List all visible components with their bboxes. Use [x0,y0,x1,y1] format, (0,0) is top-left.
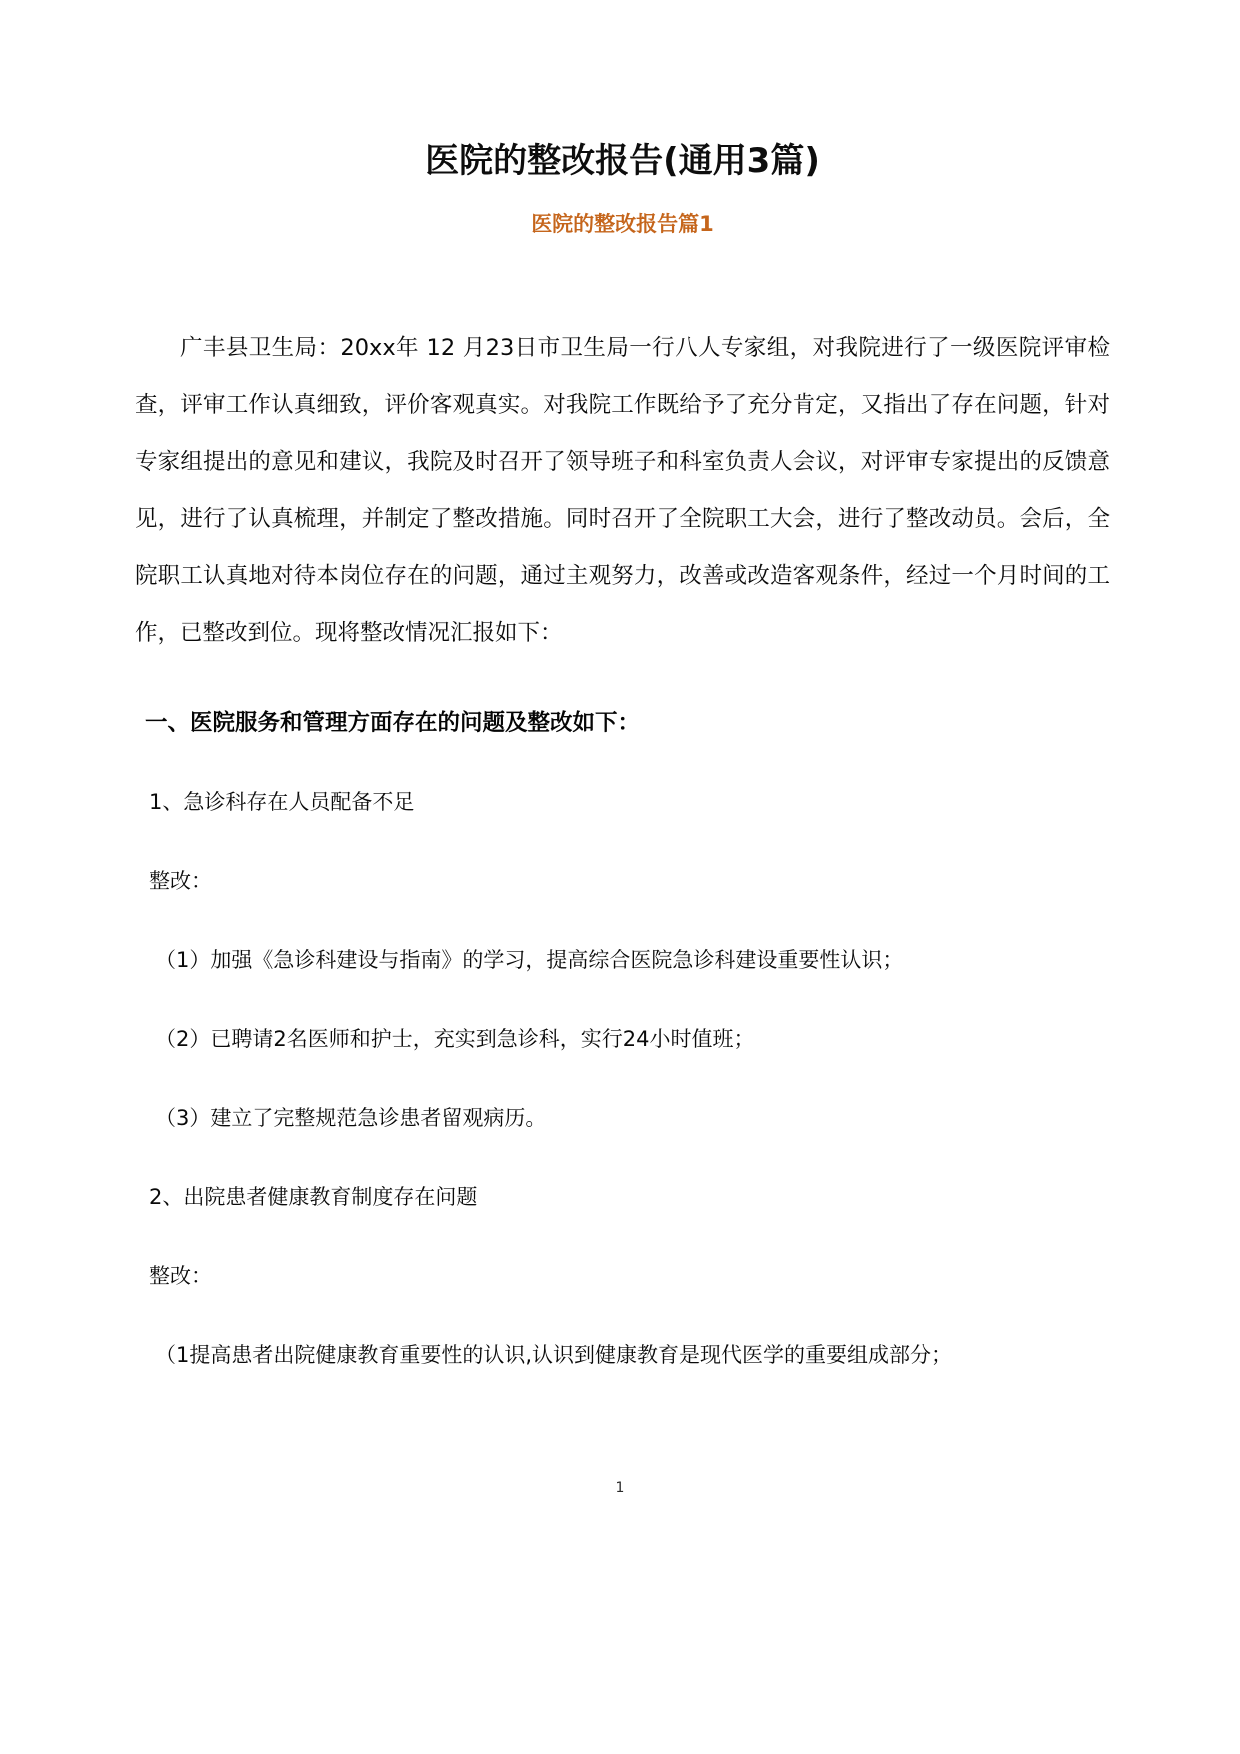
spacer [135,1147,1110,1169]
spacer [135,1305,1110,1327]
sub-item-1-3: （3）建立了完整规范急诊患者留观病历。 [155,1105,547,1130]
spacer [135,1068,1110,1090]
sub-item-1-1: （1）加强《急诊科建设与指南》的学习，提高综合医院急诊科建设重要性认识； [155,947,904,972]
spacer [135,831,1110,853]
spacer [135,752,1110,774]
spacer [135,910,1110,932]
document-subtitle: 医院的整改报告篇1 [531,211,714,236]
sub-item-1-2: （2）已聘请2名医师和护士，充实到急诊科，实行24小时值班； [155,1026,755,1051]
list-item-1: 1、急诊科存在人员配备不足 [149,789,415,814]
opening-paragraph: 广丰县卫生局：20xx年 12 月23日市卫生局一行八人专家组，对我院进行了一级医院评审检查，评审工作认真细致，评价客观真实。对我院工作既给予了充分肯定，又指出了存在问题，针对专家组提出的意见和建议，我院及时召开了领导班子和科室负责人会议，对评审专家提出的反馈意见，进行了认真梳理，并制定了整改措施。同时召开了全院职工大会，进行了整改动员。会后，全院职工认真地对待本岗位存在的问题，通过主观努力，改善或改造客观条件，经过一个月时间的工作，已整改到位。现将整改情况汇报如下： [135,334,1110,646]
sub-item-2-1: （1提高患者出院健康教育重要性的认识,认识到健康教育是现代医学的重要组成部分； [155,1342,953,1367]
list-item-2: 2、出院患者健康教育制度存在问题 [149,1184,478,1209]
page-title: 医院的整改报告(通用3篇) [425,141,820,181]
spacer [135,989,1110,1011]
spacer [135,662,1110,695]
document-content [135,0,1110,1384]
rectification-label-1: 整改： [149,868,212,893]
rectification-label-2: 整改： [149,1263,212,1288]
page-number: 1 [615,1480,625,1496]
section-heading-one: 一、医院服务和管理方面存在的问题及整改如下： [145,709,641,736]
spacer [135,1226,1110,1248]
spacer [135,238,1110,282]
